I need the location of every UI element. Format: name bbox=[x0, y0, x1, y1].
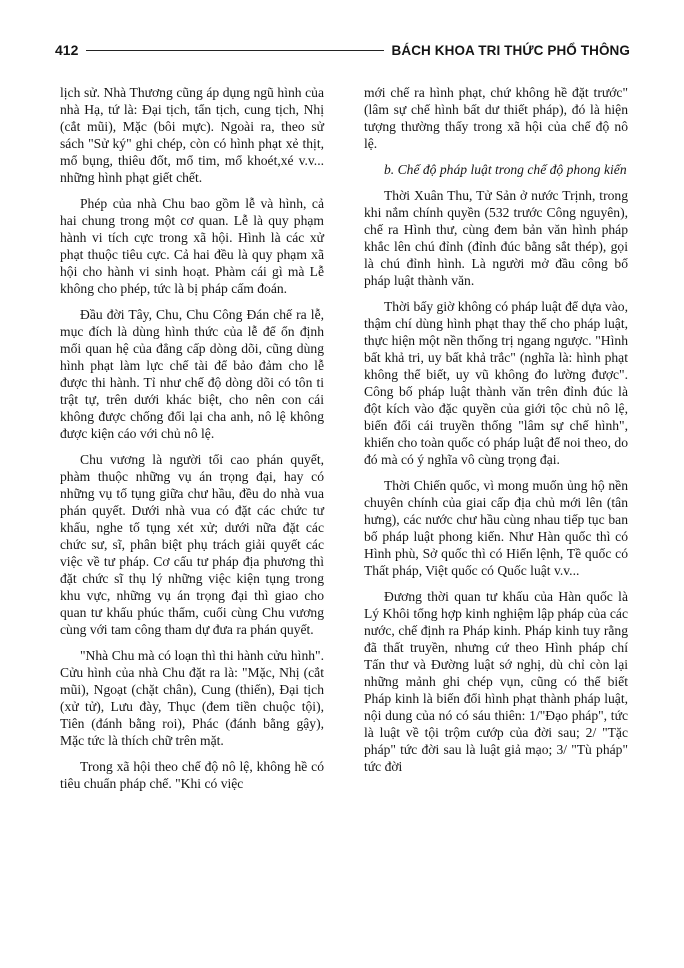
paragraph: Trong xã hội theo chế độ nô lệ, không hề có tiêu chuẩn pháp chế. "Khi có việc bbox=[60, 759, 324, 791]
left-column bbox=[60, 84, 324, 801]
header-rule bbox=[86, 50, 383, 51]
paragraph: Chu vương là người tối cao phán quyết, phàm thuộc những vụ án trọng đại, hay có những vụ tố tụng giữa chư hầu, đều do nhà vua phán quyết. Dưới nhà vua có đặt các chức tư khấu, nghe tố tụng xét xử; dưới nữa đặt các chức sư, sĩ, phân biệt phụ trách giải quyết các việc về tư pháp. Cơ cấu tư pháp địa phương thì đặt chức sĩ thụ lý những việc kiện tụng trong khu vực, những vụ án trọng đại thì giao cho quan tư khấu phúc thẩm, cuối cùng Chu vương cùng với tam công tham dự đưa ra phán quyết. bbox=[60, 452, 324, 637]
paragraph: Đầu đời Tây, Chu, Chu Công Đán chế ra lễ, mục đích là dùng hình thức của lễ để ổn định mối quan hệ của đẳng cấp dòng dõi, cũng dùng hình phạt làm lực chế tài để bảo đảm cho lễ được thi hành. Tỉ như chế độ dòng dõi có tôn ti trật tự, trên dưới khác biệt, cho nên con cái không được chống đối lại cha anh, nô lệ không được kiện cáo với chủ nô lệ. bbox=[60, 307, 324, 441]
paragraph: lịch sử. Nhà Thương cũng áp dụng ngũ hình của nhà Hạ, tứ là: Đại tịch, tẩn tịch, cung tịch, Nhị (cắt mũi), Mặc (bôi mực). Ngoài ra, theo sử sách "Sử ký" ghi chép, còn có hình phạt xẻ thịt, mổ bụng, thiêu đốt, mổ tim, mổ khoét,xé v.v... những hình phạt giết chết. bbox=[60, 85, 324, 185]
paragraph: Phép của nhà Chu bao gồm lễ và hình, cả hai chung trong một cơ quan. Lễ là quy phạm hành vi tích cực trong xã hội. Hình là các xử phạt thuộc tiêu cực. Cả hai đều là quy phạm xã hội cho hành vi sinh hoạt. Phàm cái gì mà Lễ không cho phép, tức là bị pháp cấm đoán. bbox=[60, 196, 324, 296]
paragraph: mới chế ra hình phạt, chứ không hề đặt trước" (lâm sự chế hình bất dư thiết pháp), đó là hiện tượng thường thấy trong xã hội của chế độ nô lệ. bbox=[364, 85, 628, 151]
paragraph: "Nhà Chu mà có loạn thì thi hành cửu hình". Cửu hình của nhà Chu đặt ra là: "Mặc, Nhị (cắt mũi), Ngoạt (chặt chân), Cung (thiến), Đại tịch (xử tử), Lưu đày, Thục (đem tiền chuộc tội), Tiên (đánh bằng roi), Phác (đánh bằng gậy), Mặc tức là thích chữ trên mặt. bbox=[60, 648, 324, 748]
paragraph: Thời bấy giờ không có pháp luật để dựa vào, thậm chí dùng hình phạt thay thế cho pháp luật, thực hiện một nền thống trị ngang ngược. "Hình bất khả tri, uy bất khả trắc" (nghĩa là: hình phạt không thể biết, uy vũ không đo lường được". Công bố pháp luật thành văn trên đỉnh đúc là đột kích vào đặc quyền của giới tộc chủ nô lệ, biến đổi cái truyền thống "lâm sự chế hình", khiến cho toàn quốc có pháp luật để noi theo, do đó mà có ý nghĩa vô cùng trọng đại. bbox=[364, 299, 628, 467]
paragraph: Thời Chiến quốc, vì mong muốn ủng hộ nền chuyên chính của giai cấp địa chủ mới lên (tân hưng), các nước chư hầu cùng nhau tiếp tục ban bố pháp luật phong kiến. Như Hàn quốc thì có Hình phù, Sở quốc thì có Hiến lệnh, Tề quốc có Thất pháp, Việt quốc có Quốc luật v.v... bbox=[364, 478, 628, 578]
section-heading: b. Chế độ pháp luật trong chế độ phong kiến bbox=[384, 162, 627, 177]
paragraph: Thời Xuân Thu, Tử Sản ở nước Trịnh, trong khi nắm chính quyền (532 trước Công nguyên), chế ra Hình thư, cùng đem bản văn hình pháp khắc lên chú đỉnh (đỉnh đúc bằng sắt thép), gọi là chú đỉnh hình. Là người mở đầu công bố pháp luật thành văn. bbox=[364, 188, 628, 288]
running-header bbox=[55, 38, 630, 62]
paragraph: Đương thời quan tư khấu của Hàn quốc là Lý Khôi tổng hợp kinh nghiệm lập pháp của các nước, chế định ra Pháp kinh. Pháp kinh tuy rằng đã thất truyền, nhưng cứ theo Hình pháp chí Tấn thư và Đường luật sớ nghị, dù chỉ còn lại những mảnh ghi chép vụn, cũng có thể biết Pháp kinh là biến đổi hình phạt thành pháp luật, nội dung của nó có sáu thiên: 1/"Đạo pháp", tức là luật về tội trộm cướp của đời sau; 2/ "Tặc pháp" tức đời sau là luật giả mạo; 3/ "Tù pháp" tức đời bbox=[364, 589, 628, 774]
book-title: BÁCH KHOA TRI THỨC PHỔ THÔNG bbox=[391, 42, 630, 58]
page-number: 412 bbox=[55, 42, 79, 58]
right-column bbox=[364, 84, 628, 784]
